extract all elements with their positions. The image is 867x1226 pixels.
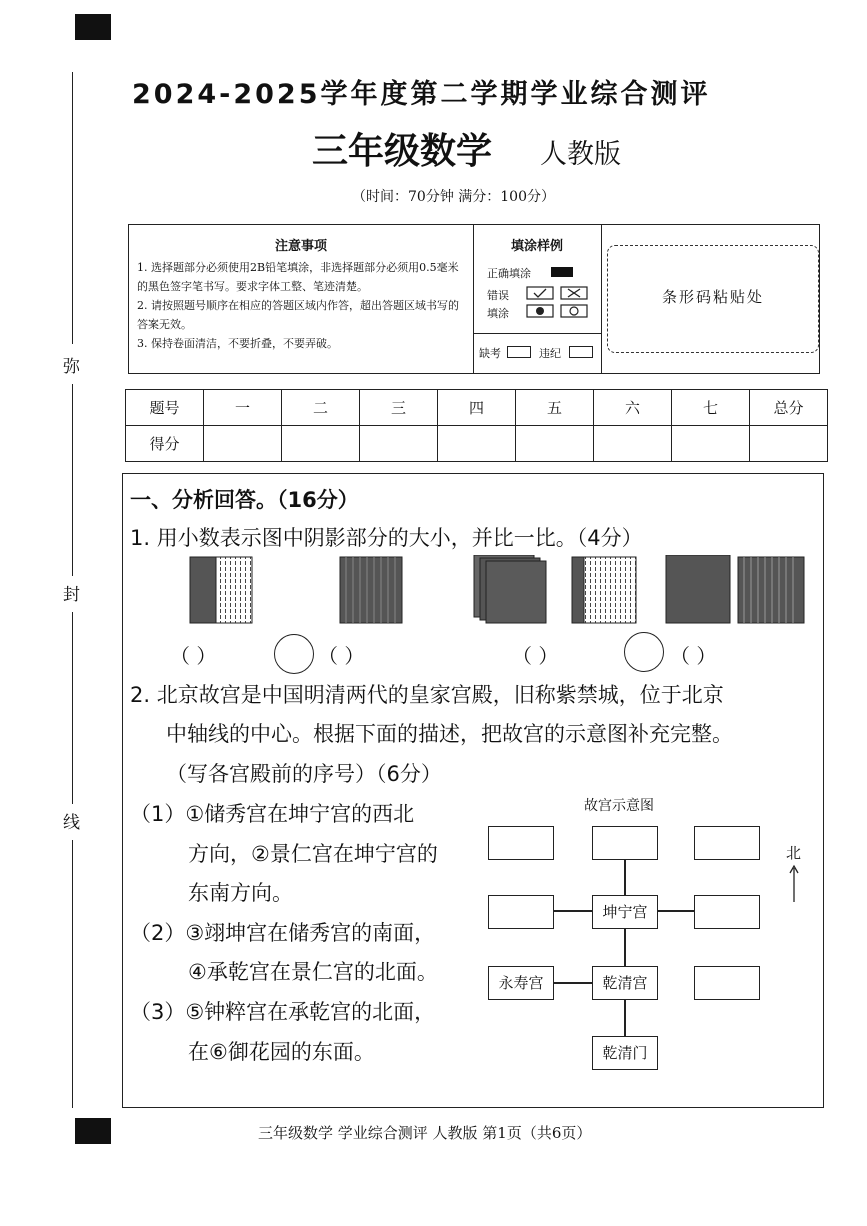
answer-blank[interactable]: （ ）: [318, 644, 365, 668]
score-cell[interactable]: [438, 426, 516, 462]
question-2-line-2: 中轴线的中心。根据下面的描述，把故宫的示意图补充完整。: [166, 722, 733, 746]
decimal-shading-figures: [188, 555, 828, 627]
violation-label: 违纪: [539, 347, 561, 360]
binding-line-segment: [72, 840, 73, 1108]
wrong-fill-samples: [525, 285, 597, 323]
map-node-qianqingmen: 乾清门: [592, 1036, 658, 1070]
map-slot-empty[interactable]: [694, 826, 760, 860]
section-heading: 一、分析回答。（16分）: [130, 488, 359, 512]
binding-line-segment: [72, 612, 73, 804]
north-label: 北: [786, 844, 802, 862]
map-slot-empty[interactable]: [488, 895, 554, 929]
score-header-cell: 二: [282, 390, 360, 426]
page-footer: 三年级数学 学业综合测评 人教版 第1页（共6页）: [258, 1124, 592, 1142]
score-cell[interactable]: [204, 426, 282, 462]
score-header-cell: 三: [360, 390, 438, 426]
barcode-label: 条形码粘贴处: [661, 288, 764, 306]
score-header-cell: 六: [594, 390, 672, 426]
map-axis-line: [624, 858, 626, 1038]
score-table-header-row: [126, 390, 828, 426]
map-slot-empty[interactable]: [694, 966, 760, 1000]
score-cell[interactable]: [282, 426, 360, 462]
score-header-cell: 题号: [126, 390, 204, 426]
clue-2-b: ④承乾宫在景仁宫的北面。: [188, 960, 438, 984]
absent-label: 缺考: [479, 347, 501, 360]
notice-section: [129, 225, 474, 373]
map-node-yongshou: 永寿宫: [488, 966, 554, 1000]
clue-1-b: 方向，②景仁宫在坤宁宫的: [188, 842, 438, 866]
exam-subject: 三年级数学: [312, 130, 493, 172]
answer-blank[interactable]: （ ）: [170, 644, 217, 668]
answer-blank[interactable]: （ ）: [512, 644, 559, 668]
exam-title: 2024-2025学年度第二学期学业综合测评: [132, 79, 711, 110]
score-cell[interactable]: [672, 426, 750, 462]
score-header-cell: 一: [204, 390, 282, 426]
exam-edition: 人教版: [540, 139, 621, 170]
score-header-cell: 总分: [750, 390, 828, 426]
side-label-mi: 弥: [63, 357, 80, 377]
north-arrow-icon: [788, 864, 800, 904]
score-table-score-row: [126, 426, 828, 462]
score-table: [125, 389, 828, 462]
filled-bubble-sample: [551, 267, 573, 277]
fill-wrong-label: 错误: [487, 289, 509, 302]
side-label-xian: 线: [63, 813, 80, 833]
map-slot-empty[interactable]: [592, 826, 658, 860]
notice-item: 2. 请按照题号顺序在相应的答题区域内作答，超出答题区域书写的答案无效。: [137, 299, 459, 331]
score-header-cell: 七: [672, 390, 750, 426]
notice-item: 1. 选择题部分必须使用2B铅笔填涂，非选择题部分必须用0.5毫米的黑色签字笔书写。要求字体工整、笔迹清楚。: [137, 261, 459, 293]
binding-line-segment: [72, 72, 73, 344]
map-slot-empty[interactable]: [694, 895, 760, 929]
clue-2-a: （2）③翊坤宫在储秀宫的南面，: [130, 921, 436, 945]
exam-meta: （时间：70分钟 满分：100分）: [352, 189, 555, 205]
score-cell[interactable]: [360, 426, 438, 462]
barcode-area: [607, 245, 819, 353]
question-1: 1. 用小数表示图中阴影部分的大小，并比一比。（4分）: [130, 526, 643, 550]
score-cell[interactable]: [594, 426, 672, 462]
question-2-line-3: （写各宫殿前的序号）（6分）: [166, 762, 442, 786]
score-cell[interactable]: [516, 426, 594, 462]
absent-checkbox[interactable]: [507, 346, 531, 358]
fill-sample-title: 填涂样例: [510, 239, 563, 254]
side-label-feng: 封: [63, 585, 80, 605]
question-2-line-1: 2. 北京故宫是中国明清两代的皇家宫殿，旧称紫禁城，位于北京: [130, 683, 724, 707]
notice-panel: [128, 224, 820, 374]
score-header-cell: 四: [438, 390, 516, 426]
fill-sample-section: [473, 225, 602, 373]
answer-blank[interactable]: （ ）: [670, 644, 717, 668]
violation-checkbox[interactable]: [569, 346, 593, 358]
clue-3-b: 在⑥御花园的东面。: [188, 1040, 375, 1064]
map-node-qianqing: 乾清宫: [592, 966, 658, 1000]
clue-3-a: （3）⑤钟粹宫在承乾宫的北面，: [130, 1000, 436, 1024]
map-node-kunning: 坤宁宫: [592, 895, 658, 929]
compare-circle[interactable]: [274, 634, 314, 674]
fill-wrong-label-2: 填涂: [487, 307, 509, 320]
score-row-label: 得分: [126, 426, 204, 462]
registration-mark-bottom: [75, 1118, 111, 1144]
map-connector: [554, 982, 592, 984]
score-header-cell: 五: [516, 390, 594, 426]
compare-circle[interactable]: [624, 632, 664, 672]
fill-correct-label: 正确填涂: [487, 267, 531, 280]
map-title: 故宫示意图: [584, 798, 654, 814]
notice-title: 注意事项: [274, 239, 327, 254]
clue-1-a: （1）①储秀宫在坤宁宫的西北: [130, 802, 415, 826]
map-slot-empty[interactable]: [488, 826, 554, 860]
score-cell[interactable]: [750, 426, 828, 462]
clue-1-c: 东南方向。: [188, 881, 293, 905]
registration-mark-top: [75, 14, 111, 40]
binding-line-segment: [72, 384, 73, 576]
notice-item: 3. 保持卷面清洁，不要折叠，不要弄破。: [137, 337, 338, 350]
